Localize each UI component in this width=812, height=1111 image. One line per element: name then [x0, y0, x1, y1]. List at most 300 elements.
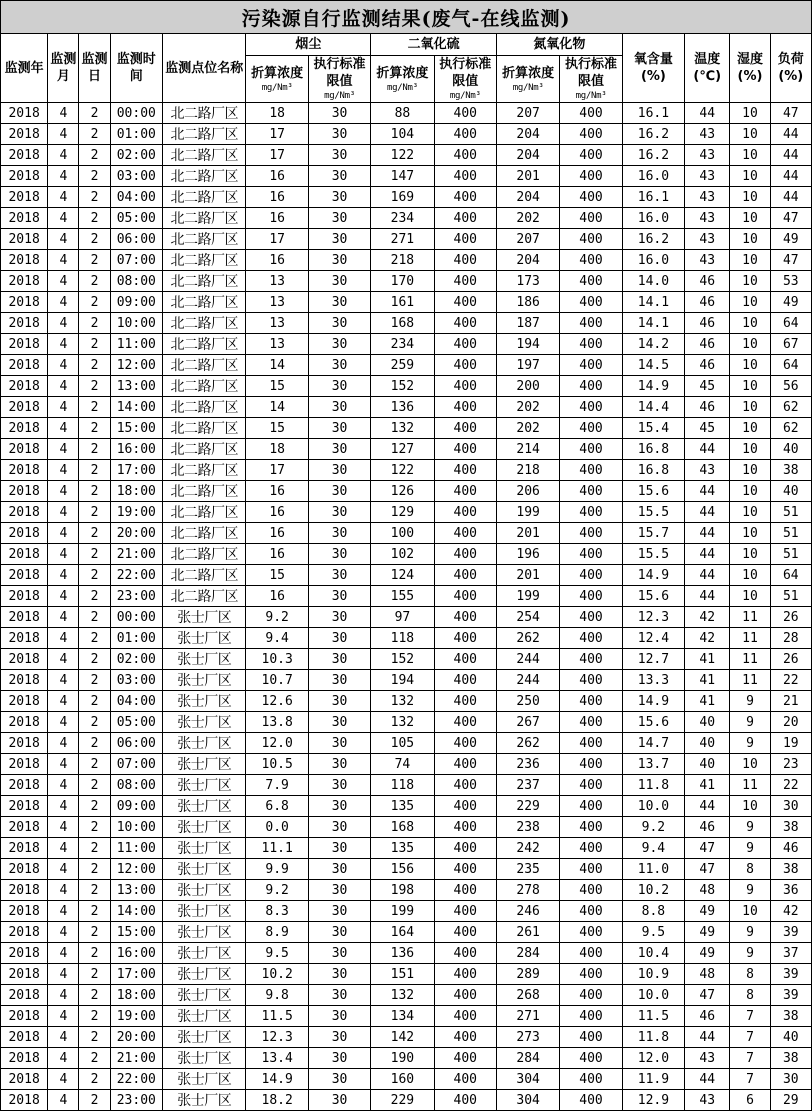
cell-dust-limit: 30: [308, 691, 370, 712]
cell-year: 2018: [1, 166, 48, 187]
cell-load: 39: [770, 985, 811, 1006]
cell-nox-converted: 199: [496, 586, 559, 607]
cell-time: 22:00: [110, 1069, 162, 1090]
cell-dust-converted: 13.8: [246, 712, 308, 733]
cell-dust-converted: 9.9: [246, 859, 308, 880]
cell-so2-limit: 400: [434, 166, 496, 187]
cell-month: 4: [48, 208, 79, 229]
cell-so2-converted: 135: [371, 796, 434, 817]
cell-dust-converted: 15: [246, 418, 308, 439]
cell-location: 北二路厂区: [162, 166, 246, 187]
cell-time: 12:00: [110, 355, 162, 376]
cell-oxygen: 9.4: [622, 838, 684, 859]
cell-temperature: 43: [685, 229, 730, 250]
cell-nox-converted: 201: [496, 166, 559, 187]
cell-month: 4: [48, 607, 79, 628]
cell-load: 30: [770, 796, 811, 817]
cell-load: 64: [770, 565, 811, 586]
cell-location: 北二路厂区: [162, 313, 246, 334]
cell-so2-limit: 400: [434, 523, 496, 544]
cell-day: 2: [79, 1027, 110, 1048]
cell-dust-limit: 30: [308, 712, 370, 733]
cell-location: 北二路厂区: [162, 439, 246, 460]
cell-nox-converted: 271: [496, 1006, 559, 1027]
cell-dust-converted: 14.9: [246, 1069, 308, 1090]
cell-nox-limit: 400: [560, 712, 622, 733]
cell-year: 2018: [1, 565, 48, 586]
cell-day: 2: [79, 796, 110, 817]
cell-nox-converted: 229: [496, 796, 559, 817]
cell-humidity: 10: [730, 502, 770, 523]
cell-temperature: 49: [685, 901, 730, 922]
cell-humidity: 10: [730, 418, 770, 439]
cell-so2-converted: 104: [371, 124, 434, 145]
cell-dust-limit: 30: [308, 418, 370, 439]
cell-year: 2018: [1, 922, 48, 943]
cell-so2-converted: 168: [371, 313, 434, 334]
cell-so2-limit: 400: [434, 229, 496, 250]
cell-nox-converted: 200: [496, 376, 559, 397]
cell-nox-converted: 237: [496, 775, 559, 796]
cell-dust-converted: 13: [246, 271, 308, 292]
cell-so2-converted: 88: [371, 103, 434, 124]
cell-so2-limit: 400: [434, 901, 496, 922]
cell-day: 2: [79, 418, 110, 439]
cell-load: 39: [770, 922, 811, 943]
cell-month: 4: [48, 775, 79, 796]
table-row: [1, 985, 812, 1006]
cell-load: 49: [770, 229, 811, 250]
cell-time: 01:00: [110, 124, 162, 145]
cell-year: 2018: [1, 523, 48, 544]
cell-so2-limit: 400: [434, 208, 496, 229]
cell-humidity: 10: [730, 901, 770, 922]
cell-nox-limit: 400: [560, 775, 622, 796]
cell-dust-converted: 9.5: [246, 943, 308, 964]
cell-month: 4: [48, 313, 79, 334]
cell-month: 4: [48, 838, 79, 859]
cell-time: 17:00: [110, 964, 162, 985]
table-row: [1, 1006, 812, 1027]
cell-year: 2018: [1, 376, 48, 397]
cell-dust-converted: 0.0: [246, 817, 308, 838]
cell-oxygen: 10.9: [622, 964, 684, 985]
cell-year: 2018: [1, 901, 48, 922]
cell-nox-converted: 246: [496, 901, 559, 922]
cell-so2-limit: 400: [434, 544, 496, 565]
cell-day: 2: [79, 859, 110, 880]
cell-oxygen: 15.6: [622, 712, 684, 733]
cell-temperature: 42: [685, 628, 730, 649]
cell-time: 01:00: [110, 628, 162, 649]
cell-so2-converted: 259: [371, 355, 434, 376]
cell-dust-converted: 10.3: [246, 649, 308, 670]
cell-nox-limit: 400: [560, 817, 622, 838]
header-converted-label: 折算浓度: [376, 65, 429, 81]
cell-temperature: 43: [685, 187, 730, 208]
cell-nox-limit: 400: [560, 691, 622, 712]
cell-nox-converted: 273: [496, 1027, 559, 1048]
cell-so2-limit: 400: [434, 691, 496, 712]
cell-dust-limit: 30: [308, 985, 370, 1006]
cell-oxygen: 16.8: [622, 460, 684, 481]
cell-dust-limit: 30: [308, 586, 370, 607]
table-row: [1, 796, 812, 817]
table-row: [1, 964, 812, 985]
header-temperature: 温度(℃): [685, 34, 730, 103]
cell-temperature: 48: [685, 880, 730, 901]
cell-oxygen: 8.8: [622, 901, 684, 922]
cell-oxygen: 16.1: [622, 103, 684, 124]
cell-oxygen: 12.0: [622, 1048, 684, 1069]
cell-month: 4: [48, 523, 79, 544]
cell-time: 10:00: [110, 817, 162, 838]
header-humidity: 湿度(%): [730, 34, 770, 103]
cell-time: 06:00: [110, 229, 162, 250]
table-row: [1, 229, 812, 250]
cell-location: 北二路厂区: [162, 502, 246, 523]
cell-month: 4: [48, 670, 79, 691]
cell-time: 16:00: [110, 439, 162, 460]
cell-nox-converted: 284: [496, 943, 559, 964]
cell-dust-converted: 12.6: [246, 691, 308, 712]
cell-month: 4: [48, 544, 79, 565]
cell-day: 2: [79, 124, 110, 145]
cell-load: 38: [770, 817, 811, 838]
cell-so2-converted: 190: [371, 1048, 434, 1069]
header-day: 监测日: [79, 34, 110, 103]
cell-dust-limit: 30: [308, 1069, 370, 1090]
cell-location: 北二路厂区: [162, 544, 246, 565]
cell-load: 39: [770, 964, 811, 985]
cell-so2-limit: 400: [434, 481, 496, 502]
cell-humidity: 10: [730, 796, 770, 817]
cell-humidity: 10: [730, 124, 770, 145]
cell-nox-converted: 207: [496, 103, 559, 124]
cell-year: 2018: [1, 985, 48, 1006]
cell-year: 2018: [1, 607, 48, 628]
cell-nox-converted: 250: [496, 691, 559, 712]
cell-load: 67: [770, 334, 811, 355]
cell-oxygen: 9.5: [622, 922, 684, 943]
cell-load: 38: [770, 859, 811, 880]
cell-humidity: 7: [730, 1069, 770, 1090]
cell-oxygen: 14.4: [622, 397, 684, 418]
cell-dust-limit: 30: [308, 817, 370, 838]
cell-time: 21:00: [110, 544, 162, 565]
cell-so2-converted: 132: [371, 985, 434, 1006]
cell-temperature: 49: [685, 943, 730, 964]
cell-so2-converted: 234: [371, 208, 434, 229]
cell-so2-limit: 400: [434, 1090, 496, 1111]
cell-month: 4: [48, 1006, 79, 1027]
cell-temperature: 43: [685, 166, 730, 187]
cell-nox-limit: 400: [560, 880, 622, 901]
cell-time: 02:00: [110, 649, 162, 670]
cell-temperature: 46: [685, 334, 730, 355]
table-row: [1, 901, 812, 922]
cell-oxygen: 11.9: [622, 1069, 684, 1090]
header-group-nox: 氮氧化物: [496, 34, 622, 56]
cell-humidity: 9: [730, 943, 770, 964]
cell-location: 北二路厂区: [162, 523, 246, 544]
cell-oxygen: 14.2: [622, 334, 684, 355]
cell-temperature: 48: [685, 964, 730, 985]
header-unit-label: mg/Nm³: [387, 82, 418, 93]
cell-dust-limit: 30: [308, 502, 370, 523]
cell-humidity: 8: [730, 985, 770, 1006]
cell-temperature: 44: [685, 502, 730, 523]
cell-nox-limit: 400: [560, 838, 622, 859]
cell-so2-limit: 400: [434, 103, 496, 124]
cell-humidity: 10: [730, 523, 770, 544]
header-unit-label: mg/Nm³: [512, 82, 544, 93]
cell-oxygen: 16.0: [622, 250, 684, 271]
cell-humidity: 10: [730, 439, 770, 460]
cell-temperature: 42: [685, 607, 730, 628]
cell-nox-limit: 400: [560, 1090, 622, 1111]
cell-month: 4: [48, 943, 79, 964]
cell-temperature: 46: [685, 313, 730, 334]
cell-day: 2: [79, 628, 110, 649]
cell-year: 2018: [1, 712, 48, 733]
cell-dust-converted: 17: [246, 145, 308, 166]
cell-year: 2018: [1, 964, 48, 985]
cell-temperature: 44: [685, 1069, 730, 1090]
cell-nox-converted: 204: [496, 250, 559, 271]
cell-day: 2: [79, 922, 110, 943]
cell-so2-limit: 400: [434, 607, 496, 628]
cell-temperature: 46: [685, 292, 730, 313]
cell-humidity: 6: [730, 1090, 770, 1111]
cell-day: 2: [79, 397, 110, 418]
cell-dust-converted: 9.2: [246, 880, 308, 901]
cell-temperature: 44: [685, 586, 730, 607]
cell-temperature: 47: [685, 859, 730, 880]
cell-month: 4: [48, 418, 79, 439]
table-row: [1, 1090, 812, 1111]
cell-day: 2: [79, 208, 110, 229]
cell-day: 2: [79, 502, 110, 523]
cell-day: 2: [79, 775, 110, 796]
cell-nox-limit: 400: [560, 481, 622, 502]
cell-so2-limit: 400: [434, 775, 496, 796]
cell-so2-limit: 400: [434, 586, 496, 607]
cell-location: 北二路厂区: [162, 481, 246, 502]
cell-oxygen: 9.2: [622, 817, 684, 838]
table-body: [1, 103, 812, 1111]
cell-so2-limit: 400: [434, 628, 496, 649]
cell-location: 张士厂区: [162, 712, 246, 733]
cell-dust-limit: 30: [308, 145, 370, 166]
cell-dust-limit: 30: [308, 292, 370, 313]
cell-month: 4: [48, 460, 79, 481]
cell-oxygen: 15.5: [622, 544, 684, 565]
cell-year: 2018: [1, 292, 48, 313]
cell-nox-limit: 400: [560, 166, 622, 187]
cell-location: 张士厂区: [162, 859, 246, 880]
cell-humidity: 10: [730, 565, 770, 586]
cell-so2-limit: 400: [434, 964, 496, 985]
cell-day: 2: [79, 670, 110, 691]
cell-location: 北二路厂区: [162, 103, 246, 124]
cell-location: 张士厂区: [162, 817, 246, 838]
cell-so2-limit: 400: [434, 418, 496, 439]
cell-day: 2: [79, 943, 110, 964]
cell-temperature: 44: [685, 544, 730, 565]
cell-oxygen: 13.7: [622, 754, 684, 775]
cell-month: 4: [48, 859, 79, 880]
cell-nox-limit: 400: [560, 565, 622, 586]
cell-so2-converted: 129: [371, 502, 434, 523]
cell-time: 03:00: [110, 166, 162, 187]
cell-load: 40: [770, 439, 811, 460]
cell-month: 4: [48, 397, 79, 418]
cell-location: 北二路厂区: [162, 124, 246, 145]
cell-dust-limit: 30: [308, 607, 370, 628]
cell-oxygen: 11.5: [622, 1006, 684, 1027]
cell-location: 张士厂区: [162, 628, 246, 649]
cell-month: 4: [48, 649, 79, 670]
cell-temperature: 49: [685, 922, 730, 943]
cell-time: 00:00: [110, 607, 162, 628]
cell-year: 2018: [1, 586, 48, 607]
cell-time: 15:00: [110, 922, 162, 943]
cell-month: 4: [48, 292, 79, 313]
cell-oxygen: 12.3: [622, 607, 684, 628]
cell-humidity: 10: [730, 103, 770, 124]
cell-so2-limit: 400: [434, 250, 496, 271]
cell-day: 2: [79, 712, 110, 733]
cell-nox-limit: 400: [560, 628, 622, 649]
cell-oxygen: 16.2: [622, 145, 684, 166]
cell-so2-limit: 400: [434, 124, 496, 145]
cell-month: 4: [48, 628, 79, 649]
cell-load: 64: [770, 355, 811, 376]
cell-time: 22:00: [110, 565, 162, 586]
cell-nox-limit: 400: [560, 502, 622, 523]
cell-time: 05:00: [110, 712, 162, 733]
cell-temperature: 43: [685, 1048, 730, 1069]
cell-oxygen: 14.5: [622, 355, 684, 376]
cell-location: 北二路厂区: [162, 250, 246, 271]
cell-oxygen: 15.6: [622, 481, 684, 502]
cell-load: 51: [770, 586, 811, 607]
cell-nox-converted: 218: [496, 460, 559, 481]
cell-month: 4: [48, 376, 79, 397]
cell-nox-converted: 186: [496, 292, 559, 313]
cell-nox-converted: 284: [496, 1048, 559, 1069]
cell-nox-limit: 400: [560, 1048, 622, 1069]
cell-temperature: 41: [685, 649, 730, 670]
cell-year: 2018: [1, 1090, 48, 1111]
cell-dust-converted: 17: [246, 229, 308, 250]
table-row: [1, 838, 812, 859]
header-time: 监测时间: [110, 34, 162, 103]
cell-time: 13:00: [110, 880, 162, 901]
cell-nox-converted: 289: [496, 964, 559, 985]
cell-year: 2018: [1, 418, 48, 439]
cell-load: 23: [770, 754, 811, 775]
cell-humidity: 8: [730, 859, 770, 880]
cell-location: 张士厂区: [162, 733, 246, 754]
header-unit-label: mg/Nm³: [575, 91, 607, 101]
cell-nox-converted: 238: [496, 817, 559, 838]
cell-temperature: 46: [685, 817, 730, 838]
cell-time: 20:00: [110, 1027, 162, 1048]
cell-so2-limit: 400: [434, 733, 496, 754]
cell-year: 2018: [1, 754, 48, 775]
cell-year: 2018: [1, 733, 48, 754]
cell-nox-converted: 262: [496, 733, 559, 754]
cell-oxygen: 14.7: [622, 733, 684, 754]
cell-year: 2018: [1, 397, 48, 418]
cell-location: 张士厂区: [162, 649, 246, 670]
cell-day: 2: [79, 439, 110, 460]
header-nox-limit: [560, 56, 622, 103]
header-oxygen: 氧含量(%): [622, 34, 684, 103]
cell-nox-limit: 400: [560, 859, 622, 880]
cell-month: 4: [48, 355, 79, 376]
cell-day: 2: [79, 1090, 110, 1111]
cell-dust-limit: 30: [308, 733, 370, 754]
table-row: [1, 187, 812, 208]
cell-year: 2018: [1, 250, 48, 271]
cell-dust-converted: 14: [246, 397, 308, 418]
cell-so2-converted: 118: [371, 775, 434, 796]
table-row: [1, 628, 812, 649]
cell-year: 2018: [1, 691, 48, 712]
cell-day: 2: [79, 880, 110, 901]
cell-dust-converted: 10.7: [246, 670, 308, 691]
table-row: [1, 859, 812, 880]
cell-location: 北二路厂区: [162, 565, 246, 586]
cell-location: 张士厂区: [162, 607, 246, 628]
cell-oxygen: 14.9: [622, 691, 684, 712]
cell-day: 2: [79, 103, 110, 124]
table-row: [1, 754, 812, 775]
cell-month: 4: [48, 733, 79, 754]
cell-location: 张士厂区: [162, 796, 246, 817]
cell-dust-limit: 30: [308, 880, 370, 901]
cell-location: 北二路厂区: [162, 292, 246, 313]
cell-time: 09:00: [110, 796, 162, 817]
cell-temperature: 46: [685, 271, 730, 292]
cell-temperature: 40: [685, 754, 730, 775]
cell-load: 51: [770, 502, 811, 523]
cell-so2-limit: 400: [434, 355, 496, 376]
cell-dust-limit: 30: [308, 208, 370, 229]
cell-humidity: 10: [730, 187, 770, 208]
cell-year: 2018: [1, 1006, 48, 1027]
cell-so2-limit: 400: [434, 859, 496, 880]
cell-dust-limit: 30: [308, 397, 370, 418]
cell-load: 30: [770, 1069, 811, 1090]
cell-load: 40: [770, 481, 811, 502]
cell-so2-converted: 136: [371, 943, 434, 964]
cell-so2-limit: 400: [434, 376, 496, 397]
cell-temperature: 46: [685, 355, 730, 376]
cell-dust-converted: 18.2: [246, 1090, 308, 1111]
cell-load: 19: [770, 733, 811, 754]
cell-time: 19:00: [110, 1006, 162, 1027]
table-row: [1, 124, 812, 145]
cell-so2-converted: 271: [371, 229, 434, 250]
cell-nox-converted: 304: [496, 1069, 559, 1090]
cell-location: 张士厂区: [162, 691, 246, 712]
header-converted-label: 折算浓度: [502, 65, 555, 81]
header-limit-label: 执行标准限值: [439, 57, 492, 89]
